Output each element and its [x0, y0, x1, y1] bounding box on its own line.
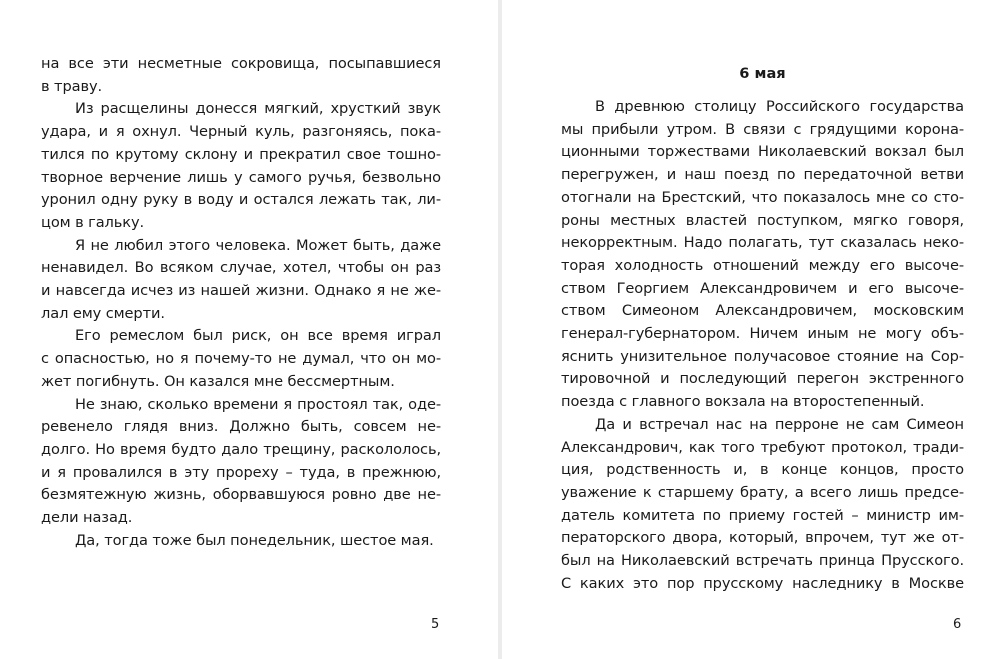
text-line: ция, родственность и, в конце концов, просто	[561, 461, 964, 479]
text-line: С каких это пор прусскому наследнику в Москве	[561, 574, 964, 592]
text-line: датель комитета по приему гостей – министр им-	[561, 506, 964, 524]
text-line: ператорского двора, который, впрочем, тут же от-	[561, 529, 964, 547]
text-line: жет погибнуть. Он казался мне бессмертным.	[41, 372, 395, 390]
text-line: Да, тогда тоже был понедельник, шестое мая.	[75, 531, 434, 549]
text-line: роны местных властей поступком, мягко говоря,	[561, 211, 964, 229]
left-page-text	[41, 53, 441, 552]
text-line: В древнюю столицу Российского государства	[595, 98, 964, 115]
text-line: ционными торжествами Николаевский вокзал был	[561, 143, 964, 161]
page-number: 6	[953, 617, 962, 632]
text-line: на все эти несметные сокровища, посыпавшиеся	[41, 55, 441, 72]
text-line: ством Георгием Александровичем и его высоче-	[561, 279, 964, 297]
right-page	[502, 0, 1000, 659]
text-line: перегружен, и наш поезд по передаточной ветви	[561, 166, 964, 184]
text-line: торая холодность отношений между его высоче-	[561, 256, 964, 274]
text-line: яснить унизительное получасовое стояние на Сор-	[561, 347, 964, 365]
text-line: безмятежную жизнь, оборвавшуюся ровно две не-	[41, 486, 441, 504]
text-line: и навсегда исчез из нашей жизни. Однако я не же-	[41, 282, 441, 300]
text-line: Из расщелины донесся мягкий, хрусткий звук	[75, 100, 441, 118]
text-line: ненавидел. Во всяком случае, хотел, чтобы он раз	[41, 259, 441, 277]
chapter-heading: 6 мая	[739, 65, 786, 82]
text-line: мы прибыли утром. В связи с грядущими корона-	[561, 120, 964, 138]
text-line: дели назад.	[41, 509, 133, 527]
text-line: с опасностью, но я почему-то не думал, что он мо-	[41, 350, 441, 368]
text-line: Я не любил этого человека. Может быть, даже	[75, 236, 441, 254]
text-line: был на Николаевский встречать принца Прусского.	[561, 552, 964, 570]
text-line: отогнали на Брестский, что показалось мне со сто-	[561, 188, 964, 206]
page-number: 5	[431, 617, 440, 632]
text-line: в траву.	[41, 77, 103, 95]
text-line: поезда с главного вокзала на второстепенный.	[561, 393, 925, 411]
text-line: уронил одну руку в воду и остался лежать так, ли-	[41, 191, 441, 209]
text-line: творное верчение лишь у самого ручья, безвольно	[41, 168, 441, 186]
text-line: Александрович, как того требуют протокол, тради-	[561, 438, 964, 456]
text-line: уважение к старшему брату, а всего лишь предсе-	[561, 483, 964, 501]
text-line: лал ему смерти.	[41, 304, 165, 322]
text-line: ством Симеоном Александровичем, московским	[561, 302, 964, 320]
text-line: некорректным. Надо полагать, тут сказалась неко-	[561, 234, 964, 252]
text-line: ревенело глядя вниз. Должно быть, совсем не-	[41, 418, 441, 436]
text-line: генерал-губернатором. Ничем иным не могу объ-	[561, 325, 964, 343]
left-page	[0, 0, 498, 659]
text-line: Да и встречал нас на перроне не сам Симеон	[595, 415, 964, 433]
text-line: долго. Но время будто дало трещину, раскололось,	[41, 440, 441, 458]
text-line: цом в гальку.	[41, 213, 145, 231]
text-line: Его ремеслом был риск, он все время играл	[75, 327, 441, 345]
text-line: Не знаю, сколько времени я простоял так, оде-	[75, 395, 441, 413]
right-page-text	[561, 96, 964, 595]
text-line: тировочной и последующий перегон экстренного	[561, 370, 964, 388]
text-line: удара, и я охнул. Черный куль, разгоняясь, пока-	[41, 123, 441, 141]
text-line: тился по крутому склону и прекратил свое тошно-	[41, 145, 441, 163]
text-line: и я провалился в эту прореху – туда, в прежнюю,	[41, 463, 441, 481]
